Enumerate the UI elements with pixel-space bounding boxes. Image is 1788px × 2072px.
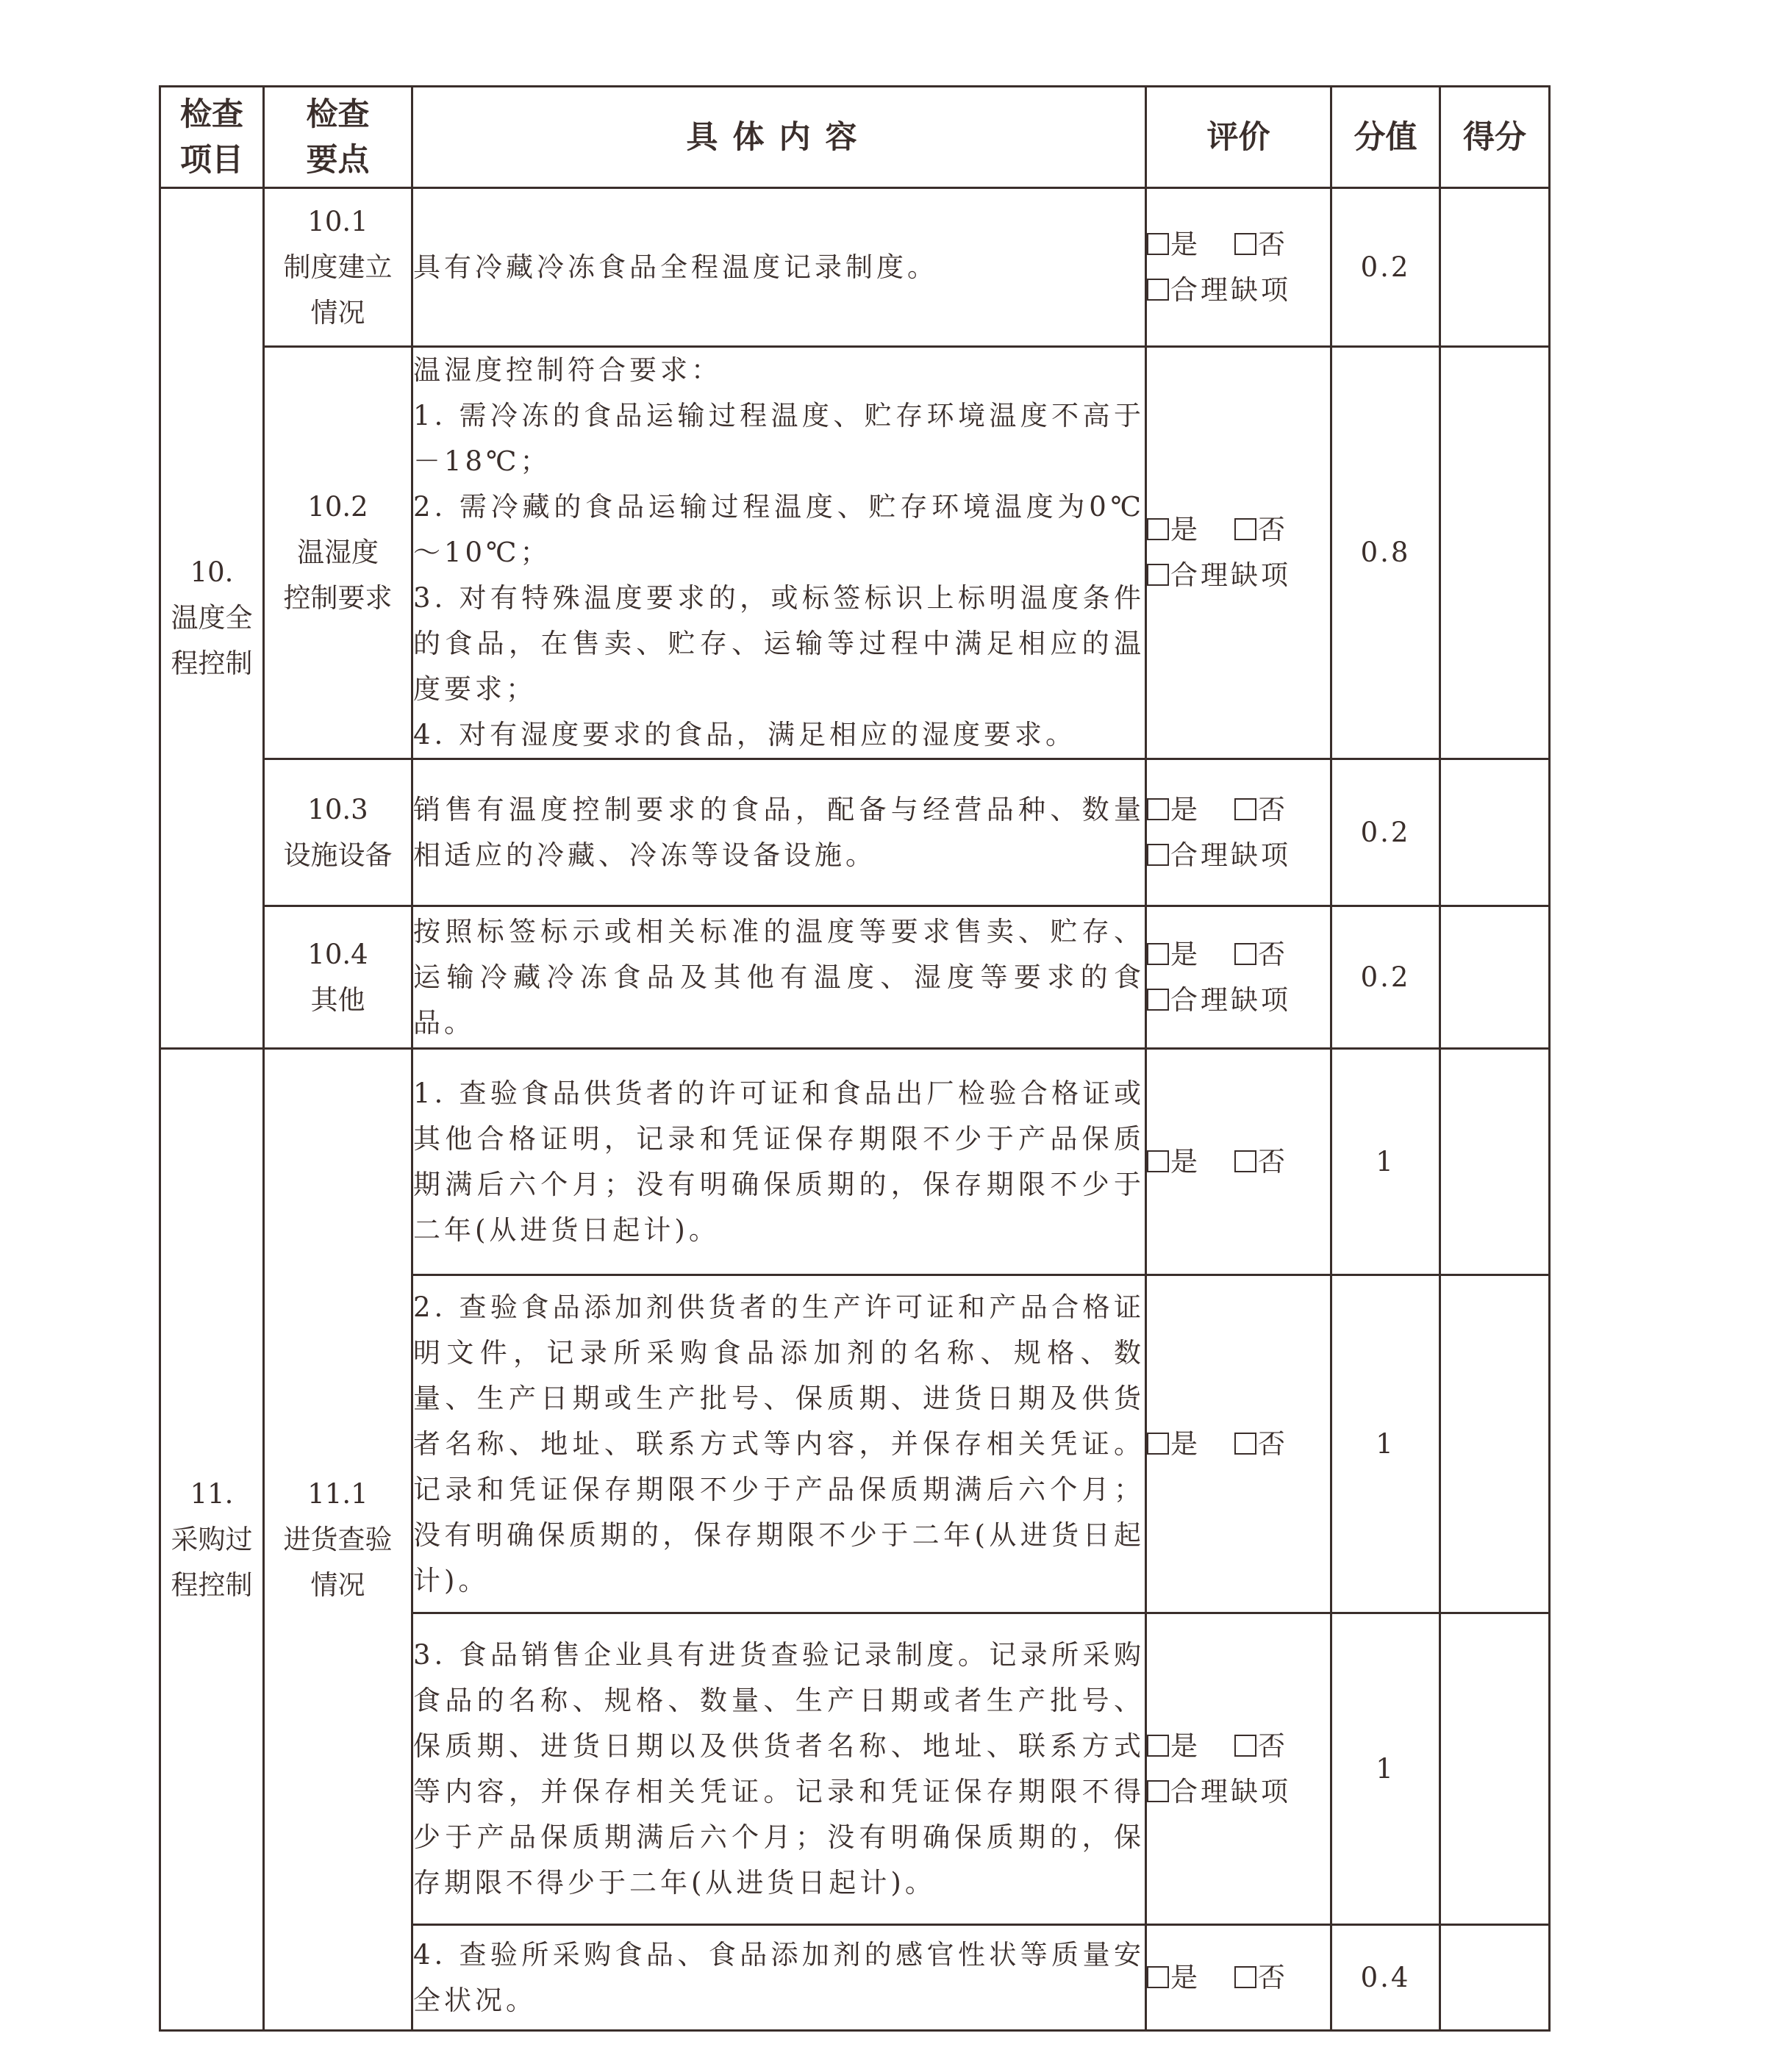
table-row <box>160 188 1550 347</box>
eval-11-1-4: 是 否 <box>1146 1925 1331 2031</box>
got-10-2[interactable] <box>1440 347 1550 759</box>
checkbox-yes[interactable] <box>1147 1433 1169 1455</box>
eval-10-3: 是 否 合理缺项 <box>1146 759 1331 906</box>
point-10-3: 10.3 设施设备 <box>264 759 412 906</box>
checkbox-na[interactable] <box>1147 279 1169 301</box>
checkbox-yes[interactable] <box>1147 798 1169 820</box>
score-10-1: 0.2 <box>1331 188 1440 347</box>
checkbox-yes[interactable] <box>1147 518 1169 540</box>
content-10-2: 温湿度控制符合要求： 1. 需冷冻的食品运输过程温度、贮存环境温度不高于－18℃； 2. 需冷藏的食品运输过程温度、贮存环境温度为0℃～10℃； 3. 对有特殊温度要求的，或标签标识上标明温度条件的食品，在售卖、贮存、运输等过程中满足相应的温度要求； 4. 对有湿度要求的食品，满足相应的湿度要求。 <box>412 347 1146 759</box>
checkbox-no[interactable] <box>1234 233 1256 255</box>
checkbox-na[interactable] <box>1147 844 1169 866</box>
checkbox-yes[interactable] <box>1147 1150 1169 1172</box>
got-11-1-3[interactable] <box>1440 1613 1550 1925</box>
content-11-1-4: 4. 查验所采购食品、食品添加剂的感官性状等质量安全状况。 <box>412 1925 1146 2031</box>
got-10-4[interactable] <box>1440 906 1550 1049</box>
header-eval: 评价 <box>1146 87 1331 188</box>
eval-11-1-1: 是 否 <box>1146 1049 1331 1275</box>
checkbox-yes[interactable] <box>1147 1966 1169 1988</box>
header-score: 分值 <box>1331 87 1440 188</box>
content-10-4: 按照标签标示或相关标准的温度等要求售卖、贮存、运输冷藏冷冻食品及其他有温度、湿度等要求的食品。 <box>412 906 1146 1049</box>
checkbox-no[interactable] <box>1234 1735 1256 1757</box>
content-10-3: 销售有温度控制要求的食品，配备与经营品种、数量相适应的冷藏、冷冻等设备设施。 <box>412 759 1146 906</box>
checkbox-no[interactable] <box>1234 1150 1256 1172</box>
inspection-table <box>159 85 1551 2032</box>
got-10-3[interactable] <box>1440 759 1550 906</box>
score-11-1-1: 1 <box>1331 1049 1440 1275</box>
eval-11-1-2: 是 否 <box>1146 1275 1331 1613</box>
score-10-3: 0.2 <box>1331 759 1440 906</box>
got-11-1-4[interactable] <box>1440 1925 1550 2031</box>
table-row <box>160 906 1550 1049</box>
table-row <box>160 347 1550 759</box>
content-11-1-2: 2. 查验食品添加剂供货者的生产许可证和产品合格证明文件，记录所采购食品添加剂的名称、规格、数量、生产日期或生产批号、保质期、进货日期及供货者名称、地址、联系方式等内容，并保存相关凭证。记录和凭证保存期限不少于产品保质期满后六个月；没有明确保质期的，保存期限不少于二年(从进货日起计)。 <box>412 1275 1146 1613</box>
score-11-1-3: 1 <box>1331 1613 1440 1925</box>
header-content: 具体内容 <box>412 87 1146 188</box>
item-11: 11. 采购过 程控制 <box>160 1049 264 2031</box>
eval-10-4: 是 否 合理缺项 <box>1146 906 1331 1049</box>
table-row <box>160 759 1550 906</box>
header-point: 检查 要点 <box>264 87 412 188</box>
content-11-1-3: 3. 食品销售企业具有进货查验记录制度。记录所采购食品的名称、规格、数量、生产日期或者生产批号、保质期、进货日期以及供货者名称、地址、联系方式等内容，并保存相关凭证。记录和凭证保存期限不得少于产品保质期满后六个月；没有明确保质期的，保存期限不得少于二年(从进货日起计)。 <box>412 1613 1146 1925</box>
checkbox-na[interactable] <box>1147 1780 1169 1802</box>
point-11-1: 11.1 进货查验 情况 <box>264 1049 412 2031</box>
score-10-4: 0.2 <box>1331 906 1440 1049</box>
content-10-1: 具有冷藏冷冻食品全程温度记录制度。 <box>412 188 1146 347</box>
score-10-2: 0.8 <box>1331 347 1440 759</box>
checkbox-yes[interactable] <box>1147 233 1169 255</box>
checkbox-no[interactable] <box>1234 1966 1256 1988</box>
header-got: 得分 <box>1440 87 1550 188</box>
checkbox-no[interactable] <box>1234 518 1256 540</box>
checkbox-na[interactable] <box>1147 564 1169 586</box>
eval-10-2: 是 否 合理缺项 <box>1146 347 1331 759</box>
point-10-4: 10.4 其他 <box>264 906 412 1049</box>
checkbox-no[interactable] <box>1234 1433 1256 1455</box>
checkbox-yes[interactable] <box>1147 943 1169 965</box>
got-10-1[interactable] <box>1440 188 1550 347</box>
checkbox-na[interactable] <box>1147 989 1169 1011</box>
table-row <box>160 1049 1550 1275</box>
point-10-1: 10.1 制度建立 情况 <box>264 188 412 347</box>
checkbox-no[interactable] <box>1234 943 1256 965</box>
item-10: 10. 温度全 程控制 <box>160 188 264 1049</box>
header-row <box>160 87 1550 188</box>
got-11-1-1[interactable] <box>1440 1049 1550 1275</box>
content-11-1-1: 1. 查验食品供货者的许可证和食品出厂检验合格证或其他合格证明，记录和凭证保存期限不少于产品保质期满后六个月；没有明确保质期的，保存期限不少于二年(从进货日起计)。 <box>412 1049 1146 1275</box>
checkbox-no[interactable] <box>1234 798 1256 820</box>
point-10-2: 10.2 温湿度 控制要求 <box>264 347 412 759</box>
eval-10-1: 是 否 合理缺项 <box>1146 188 1331 347</box>
score-11-1-4: 0.4 <box>1331 1925 1440 2031</box>
checkbox-yes[interactable] <box>1147 1735 1169 1757</box>
eval-11-1-3: 是 否 合理缺项 <box>1146 1613 1331 1925</box>
score-11-1-2: 1 <box>1331 1275 1440 1613</box>
got-11-1-2[interactable] <box>1440 1275 1550 1613</box>
header-item: 检查 项目 <box>160 87 264 188</box>
